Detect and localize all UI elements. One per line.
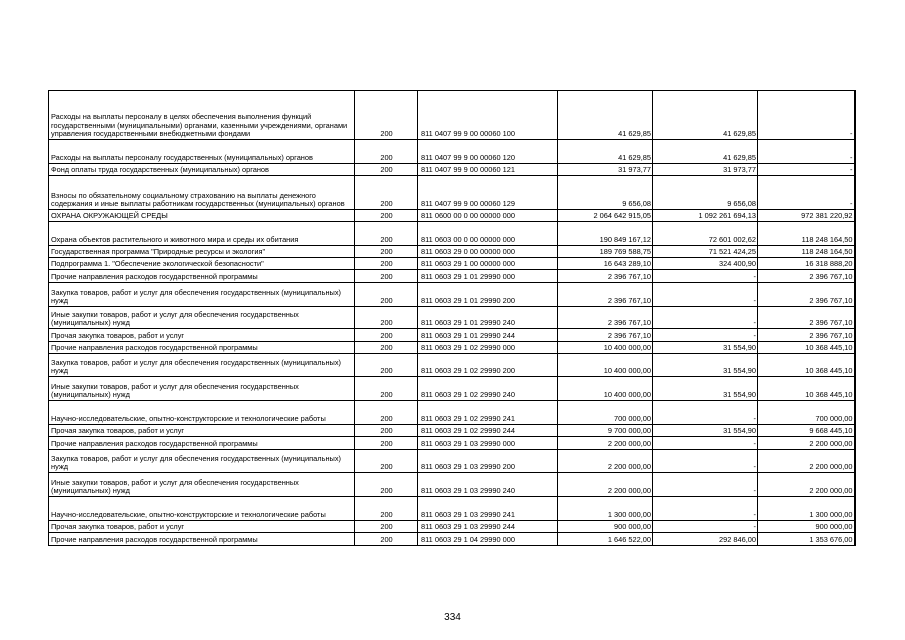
budget-classification-code-cell: 811 0603 29 1 03 29990 244 [418, 521, 558, 533]
table-row [49, 533, 855, 546]
expense-name-cell: Прочая закупка товаров, работ и услуг [49, 521, 355, 533]
unexecuted-amount-cell: - [758, 164, 855, 176]
table-row [49, 473, 855, 497]
expense-name-cell: Иные закупки товаров, работ и услуг для обеспечения государственных (муниципальных) нужд [49, 307, 355, 329]
expense-name-cell: Прочая закупка товаров, работ и услуг [49, 425, 355, 437]
unexecuted-amount-cell: 2 396 767,10 [758, 329, 855, 342]
approved-amount-cell: 189 769 588,75 [558, 246, 653, 258]
executed-amount-cell: - [653, 270, 758, 283]
budget-classification-code-cell: 811 0600 00 0 00 00000 000 [418, 210, 558, 222]
table-row [49, 140, 855, 164]
expense-name-cell: Прочие направления расходов государственной программы [49, 270, 355, 283]
line-code-cell: 200 [355, 342, 418, 354]
line-code-cell: 200 [355, 210, 418, 222]
table-row [49, 401, 855, 425]
approved-amount-cell: 2 200 000,00 [558, 450, 653, 473]
executed-amount-cell: 31 554,90 [653, 342, 758, 354]
unexecuted-amount-cell: 2 396 767,10 [758, 307, 855, 329]
line-code-cell: 200 [355, 258, 418, 270]
expense-name-cell: Подпрограмма 1. "Обеспечение экологической безопасности" [49, 258, 355, 270]
table-row [49, 164, 855, 176]
unexecuted-amount-cell: 10 368 445,10 [758, 354, 855, 377]
budget-classification-code-cell: 811 0603 29 1 01 29990 240 [418, 307, 558, 329]
budget-classification-code-cell: 811 0603 29 1 02 29990 000 [418, 342, 558, 354]
line-code-cell: 200 [355, 329, 418, 342]
line-code-cell: 200 [355, 354, 418, 377]
approved-amount-cell: 2 396 767,10 [558, 329, 653, 342]
budget-classification-code-cell: 811 0603 29 1 02 29990 240 [418, 377, 558, 401]
approved-amount-cell: 9 656,08 [558, 176, 653, 210]
unexecuted-amount-cell: 1 353 676,00 [758, 533, 855, 546]
expense-name-cell: Фонд оплаты труда государственных (муниципальных) органов [49, 164, 355, 176]
table-row [49, 210, 855, 222]
executed-amount-cell: 31 554,90 [653, 354, 758, 377]
approved-amount-cell: 2 396 767,10 [558, 307, 653, 329]
unexecuted-amount-cell: 16 318 888,20 [758, 258, 855, 270]
expense-name-cell: Закупка товаров, работ и услуг для обеспечения государственных (муниципальных) нужд [49, 450, 355, 473]
unexecuted-amount-cell: 1 300 000,00 [758, 497, 855, 521]
executed-amount-cell: 31 554,90 [653, 425, 758, 437]
unexecuted-amount-cell: - [758, 176, 855, 210]
table-row [49, 246, 855, 258]
line-code-cell: 200 [355, 425, 418, 437]
approved-amount-cell: 41 629,85 [558, 91, 653, 140]
table-row [49, 342, 855, 354]
line-code-cell: 200 [355, 497, 418, 521]
table-row [49, 91, 855, 140]
budget-classification-code-cell: 811 0407 99 9 00 00060 100 [418, 91, 558, 140]
line-code-cell: 200 [355, 283, 418, 307]
expense-name-cell: Научно-исследовательские, опытно-конструкторские и технологические работы [49, 401, 355, 425]
executed-amount-cell: 292 846,00 [653, 533, 758, 546]
budget-classification-code-cell: 811 0603 29 0 00 00000 000 [418, 246, 558, 258]
unexecuted-amount-cell: 2 200 000,00 [758, 473, 855, 497]
line-code-cell: 200 [355, 377, 418, 401]
table-row [49, 283, 855, 307]
approved-amount-cell: 2 396 767,10 [558, 270, 653, 283]
unexecuted-amount-cell: 118 248 164,50 [758, 222, 855, 246]
expense-name-cell: ОХРАНА ОКРУЖАЮЩЕЙ СРЕДЫ [49, 210, 355, 222]
budget-classification-code-cell: 811 0603 29 1 01 29990 200 [418, 283, 558, 307]
line-code-cell: 200 [355, 270, 418, 283]
executed-amount-cell: 72 601 002,62 [653, 222, 758, 246]
unexecuted-amount-cell: 2 396 767,10 [758, 283, 855, 307]
expense-name-cell: Иные закупки товаров, работ и услуг для обеспечения государственных (муниципальных) нужд [49, 377, 355, 401]
unexecuted-amount-cell: 2 396 767,10 [758, 270, 855, 283]
approved-amount-cell: 700 000,00 [558, 401, 653, 425]
approved-amount-cell: 9 700 000,00 [558, 425, 653, 437]
approved-amount-cell: 16 643 289,10 [558, 258, 653, 270]
approved-amount-cell: 10 400 000,00 [558, 354, 653, 377]
approved-amount-cell: 190 849 167,12 [558, 222, 653, 246]
line-code-cell: 200 [355, 91, 418, 140]
expense-name-cell: Прочая закупка товаров, работ и услуг [49, 329, 355, 342]
table-row [49, 521, 855, 533]
table-row [49, 258, 855, 270]
expense-name-cell: Прочие направления расходов государственной программы [49, 342, 355, 354]
executed-amount-cell: 31 554,90 [653, 377, 758, 401]
budget-classification-code-cell: 811 0407 99 9 00 00060 129 [418, 176, 558, 210]
approved-amount-cell: 900 000,00 [558, 521, 653, 533]
table-row [49, 354, 855, 377]
expense-name-cell: Охрана объектов растительного и животного мира и среды их обитания [49, 222, 355, 246]
expense-name-cell: Государственная программа "Природные ресурсы и экология" [49, 246, 355, 258]
budget-classification-code-cell: 811 0603 29 1 03 29990 241 [418, 497, 558, 521]
unexecuted-amount-cell: - [758, 140, 855, 164]
executed-amount-cell: - [653, 497, 758, 521]
executed-amount-cell: - [653, 437, 758, 450]
table-row [49, 329, 855, 342]
line-code-cell: 200 [355, 222, 418, 246]
expense-name-cell: Взносы по обязательному социальному страхованию на выплаты денежного содержания и иные выплаты работникам государственных (муниципальных) органов [49, 176, 355, 210]
budget-classification-code-cell: 811 0603 00 0 00 00000 000 [418, 222, 558, 246]
budget-classification-code-cell: 811 0603 29 1 01 29990 244 [418, 329, 558, 342]
unexecuted-amount-cell: - [758, 91, 855, 140]
unexecuted-amount-cell: 900 000,00 [758, 521, 855, 533]
page-number: 334 [444, 612, 461, 623]
table-row [49, 307, 855, 329]
budget-table-body [49, 91, 855, 546]
unexecuted-amount-cell: 700 000,00 [758, 401, 855, 425]
executed-amount-cell: 41 629,85 [653, 140, 758, 164]
executed-amount-cell: - [653, 307, 758, 329]
table-row [49, 270, 855, 283]
expense-name-cell: Научно-исследовательские, опытно-конструкторские и технологические работы [49, 497, 355, 521]
expense-name-cell: Закупка товаров, работ и услуг для обеспечения государственных (муниципальных) нужд [49, 283, 355, 307]
budget-classification-code-cell: 811 0407 99 9 00 00060 121 [418, 164, 558, 176]
expense-name-cell: Иные закупки товаров, работ и услуг для обеспечения государственных (муниципальных) нужд [49, 473, 355, 497]
approved-amount-cell: 31 973,77 [558, 164, 653, 176]
line-code-cell: 200 [355, 533, 418, 546]
approved-amount-cell: 10 400 000,00 [558, 342, 653, 354]
line-code-cell: 200 [355, 307, 418, 329]
unexecuted-amount-cell: 118 248 164,50 [758, 246, 855, 258]
budget-classification-code-cell: 811 0603 29 1 01 29990 000 [418, 270, 558, 283]
table-row [49, 497, 855, 521]
unexecuted-amount-cell: 9 668 445,10 [758, 425, 855, 437]
line-code-cell: 200 [355, 450, 418, 473]
approved-amount-cell: 10 400 000,00 [558, 377, 653, 401]
unexecuted-amount-cell: 2 200 000,00 [758, 437, 855, 450]
line-code-cell: 200 [355, 246, 418, 258]
unexecuted-amount-cell: 10 368 445,10 [758, 377, 855, 401]
table-row [49, 450, 855, 473]
budget-classification-code-cell: 811 0603 29 1 02 29990 244 [418, 425, 558, 437]
line-code-cell: 200 [355, 164, 418, 176]
executed-amount-cell: - [653, 450, 758, 473]
line-code-cell: 200 [355, 401, 418, 425]
approved-amount-cell: 1 300 000,00 [558, 497, 653, 521]
approved-amount-cell: 2 064 642 915,05 [558, 210, 653, 222]
approved-amount-cell: 2 396 767,10 [558, 283, 653, 307]
budget-classification-code-cell: 811 0603 29 1 02 29990 200 [418, 354, 558, 377]
line-code-cell: 200 [355, 437, 418, 450]
executed-amount-cell: 9 656,08 [653, 176, 758, 210]
executed-amount-cell: - [653, 329, 758, 342]
expense-name-cell: Расходы на выплаты персоналу государственных (муниципальных) органов [49, 140, 355, 164]
approved-amount-cell: 2 200 000,00 [558, 437, 653, 450]
line-code-cell: 200 [355, 521, 418, 533]
budget-classification-code-cell: 811 0603 29 1 00 00000 000 [418, 258, 558, 270]
table-row [49, 176, 855, 210]
executed-amount-cell: - [653, 473, 758, 497]
approved-amount-cell: 1 646 522,00 [558, 533, 653, 546]
expense-name-cell: Расходы на выплаты персоналу в целях обеспечения выполнения функций государственными (муниципальными) органами, казенными учреждениями, органами управления государственными внебюджетными фондами [49, 91, 355, 140]
unexecuted-amount-cell: 2 200 000,00 [758, 450, 855, 473]
executed-amount-cell: 71 521 424,25 [653, 246, 758, 258]
budget-classification-code-cell: 811 0603 29 1 04 29990 000 [418, 533, 558, 546]
executed-amount-cell: 324 400,90 [653, 258, 758, 270]
executed-amount-cell: 31 973,77 [653, 164, 758, 176]
budget-classification-code-cell: 811 0603 29 1 03 29990 000 [418, 437, 558, 450]
line-code-cell: 200 [355, 140, 418, 164]
executed-amount-cell: 1 092 261 694,13 [653, 210, 758, 222]
executed-amount-cell: - [653, 521, 758, 533]
budget-classification-code-cell: 811 0407 99 9 00 00060 120 [418, 140, 558, 164]
budget-classification-code-cell: 811 0603 29 1 03 29990 200 [418, 450, 558, 473]
executed-amount-cell: 41 629,85 [653, 91, 758, 140]
table-row [49, 425, 855, 437]
table-row [49, 222, 855, 246]
line-code-cell: 200 [355, 176, 418, 210]
unexecuted-amount-cell: 972 381 220,92 [758, 210, 855, 222]
budget-table [48, 90, 856, 546]
budget-classification-code-cell: 811 0603 29 1 03 29990 240 [418, 473, 558, 497]
table-row [49, 437, 855, 450]
budget-table-sheet [48, 90, 854, 546]
expense-name-cell: Прочие направления расходов государственной программы [49, 437, 355, 450]
table-row [49, 377, 855, 401]
unexecuted-amount-cell: 10 368 445,10 [758, 342, 855, 354]
approved-amount-cell: 2 200 000,00 [558, 473, 653, 497]
executed-amount-cell: - [653, 283, 758, 307]
expense-name-cell: Прочие направления расходов государственной программы [49, 533, 355, 546]
budget-classification-code-cell: 811 0603 29 1 02 29990 241 [418, 401, 558, 425]
executed-amount-cell: - [653, 401, 758, 425]
line-code-cell: 200 [355, 473, 418, 497]
approved-amount-cell: 41 629,85 [558, 140, 653, 164]
expense-name-cell: Закупка товаров, работ и услуг для обеспечения государственных (муниципальных) нужд [49, 354, 355, 377]
